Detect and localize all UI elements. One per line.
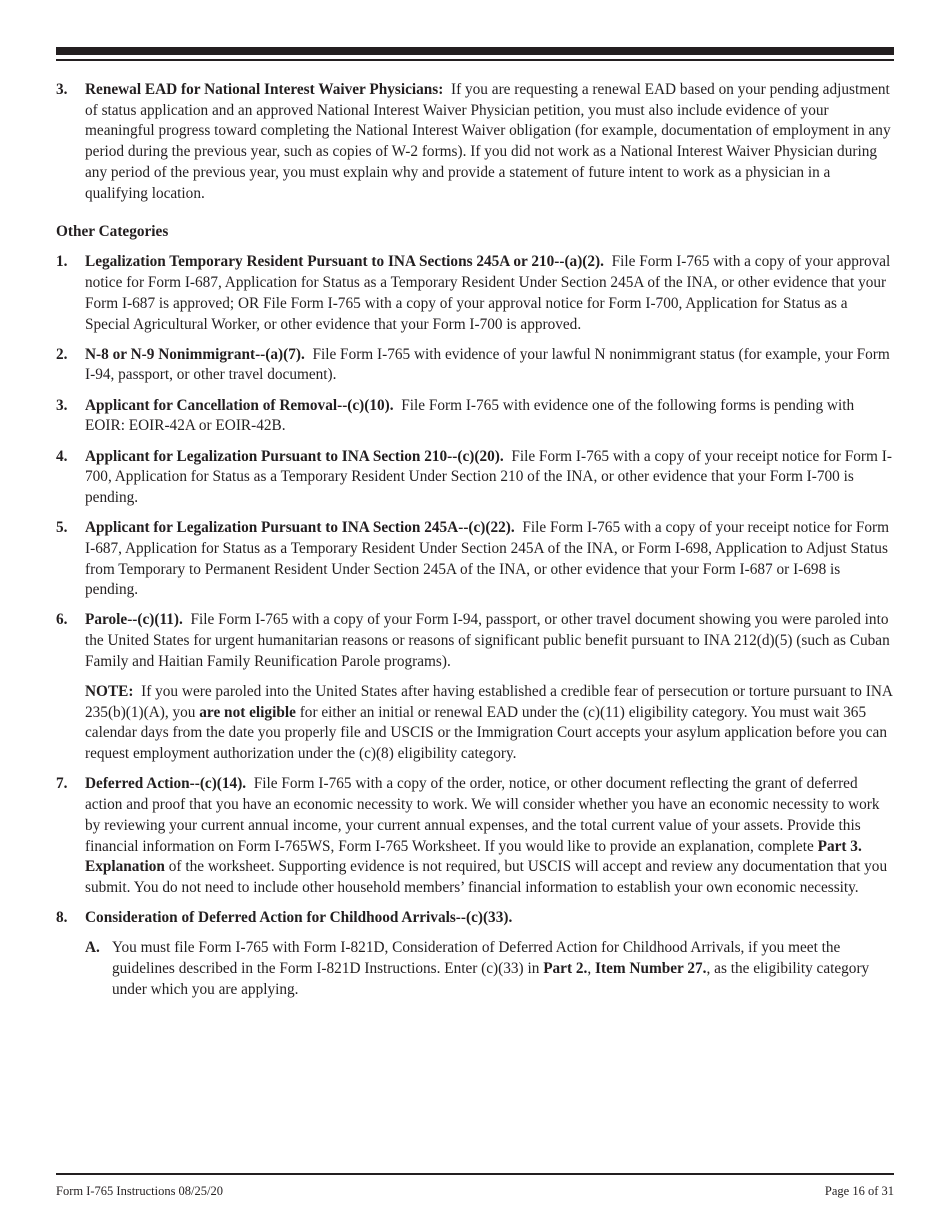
list-item	[56, 396, 894, 437]
item-title: Applicant for Legalization Pursuant to INA Section 210--(c)(20).	[85, 447, 504, 465]
item-text: If you are requesting a renewal EAD based on your pending adjustment of status application and an approved National Interest Waiver Physician petition, you must also include evidence of your meaningful progress toward completing the National Interest Waiver obligation (for example, documentation of employment in any period during the previous year, such as copies of W-2 forms). If you did not work as a National Interest Waiver Physician during any period of the previous year, you must explain why and provide a statement of future intent to work as a physician in a qualifying location.	[85, 81, 891, 202]
list-item	[56, 774, 894, 898]
item-title: Deferred Action--(c)(14).	[85, 775, 247, 793]
item-title: Legalization Temporary Resident Pursuant to INA Sections 245A or 210--(a)(2).	[85, 253, 604, 271]
sub-item-emphasis: Part 2.	[543, 960, 588, 978]
item-title: Applicant for Legalization Pursuant to INA Section 245A--(c)(22).	[85, 519, 515, 537]
footer-page-number: Page 16 of 31	[824, 1184, 894, 1198]
note-label: NOTE:	[85, 683, 134, 701]
item-number: 3.	[56, 81, 68, 98]
page-footer	[56, 1184, 894, 1199]
note-text: If you were paroled into the United States after having established a credible fear of persecution or torture pursuant to INA 235(b)(1)(A), you	[85, 683, 893, 721]
item-number: 3.	[56, 396, 68, 414]
item-text: File Form I-765 with evidence of your lawful N nonimmigrant status (for example, your Form I-94, passport, or other travel document).	[85, 345, 890, 384]
sub-item-letter: A.	[85, 939, 100, 957]
item-number: 8.	[56, 909, 68, 927]
item-text: File Form I-765 with a copy of the order, notice, or other document reflecting the grant of deferred action and proof that you have an economic necessity to work. We will consider whether you have an economic necessity to work by reviewing your current annual income, your current annual expenses, and the total current value of your assets. Provide this financial information on Form I-765WS, Form I-765 Worksheet. If you would like to provide an explanation, complete	[85, 775, 880, 855]
sub-item-emphasis: Item Number 27.	[595, 960, 707, 978]
item-number: 6.	[56, 611, 68, 629]
list-item	[56, 610, 894, 672]
item-number: 2.	[56, 345, 68, 363]
note-text: for either an initial or renewal EAD under the (c)(11) eligibility category. You must wait 365 calendar days from the date you properly file and USCIS or the Immigration Court accepts your asylum application before you can request employment authorization under the (c)(8) eligibility category.	[85, 703, 887, 763]
list-item	[56, 518, 894, 601]
list-item	[56, 80, 894, 204]
item-title: Renewal EAD for National Interest Waiver Physicians:	[85, 81, 444, 98]
item-title: Parole--(c)(11).	[85, 611, 183, 629]
item-text: of the worksheet. Supporting evidence is not required, but USCIS will accept and review any documentation that you submit. You do not need to include other household members’ financial information to establish your own economic necessity.	[85, 858, 888, 896]
item-title: Consideration of Deferred Action for Childhood Arrivals--(c)(33).	[85, 909, 513, 927]
item-title: N-8 or N-9 Nonimmigrant--(a)(7).	[85, 345, 305, 363]
footer-rule	[56, 1173, 894, 1175]
item-number: 4.	[56, 447, 68, 465]
note-emphasis: are not eligible	[199, 703, 296, 721]
sub-item-text: , as the eligibility category under which you are applying.	[112, 960, 870, 998]
item-text: File Form I-765 with a copy of your receipt notice for Form I-700, Application for Status as a Temporary Resident Under Section 210 of the INA, or other evidence that your Form I-700 is pending.	[85, 447, 892, 506]
item-emphasis: Part 3. Explanation	[85, 837, 862, 876]
item-text: File Form I-765 with evidence one of the following forms is pending with EOIR: EOIR-42A or EOIR-42B.	[85, 396, 855, 435]
item-number: 5.	[56, 519, 68, 537]
list-item	[56, 908, 894, 929]
item-text: File Form I-765 with a copy of your receipt notice for Form I-687, Application for Status as a Temporary Resident Under Section 245A of the INA, or Form I-698, Application to Adjust Status from Temporary to Permanent Resident Under Section 245A of the INA, or other evidence that your Form I-687 or I-698 is pending.	[85, 519, 889, 599]
sub-item	[85, 938, 894, 1000]
list-item	[56, 345, 894, 386]
sub-item-text: You must file Form I-765 with Form I-821D, Consideration of Deferred Action for Childhood Arrivals, if you meet the guidelines described in the Form I-821D Instructions. Enter (c)(33) in	[112, 939, 841, 978]
list-item	[56, 252, 894, 335]
header-rule-thick	[56, 47, 894, 55]
item-text: File Form I-765 with a copy of your approval notice for Form I-687, Application for Status as a Temporary Resident Under Section 245A of the INA, or other evidence that your Form I-687 is approved; OR File Form I-765 with a copy of your approval notice for Form I-700, Application for Status as a Special Agricultural Worker, or other evidence that your Form I-700 is approved.	[85, 253, 891, 333]
section-title: Other Categories	[56, 223, 169, 241]
item-title: Applicant for Cancellation of Removal--(c)(10).	[85, 396, 394, 414]
page-content	[56, 80, 894, 1000]
item-number: 1.	[56, 253, 68, 271]
sub-item-separator: ,	[587, 960, 592, 978]
item-number: 7.	[56, 775, 68, 793]
list-item	[56, 447, 894, 509]
item-text: File Form I-765 with a copy of your Form I-94, passport, or other travel document showing you were paroled into the United States for urgent humanitarian reasons or reasons of significant public benefit pursuant to INA 212(d)(5) (such as Cuban Family and Haitian Family Reunification Parole programs).	[85, 611, 890, 670]
note-paragraph	[85, 682, 894, 765]
footer-form-id: Form I-765 Instructions 08/25/20	[56, 1184, 224, 1198]
header-rule-thin	[56, 59, 894, 61]
